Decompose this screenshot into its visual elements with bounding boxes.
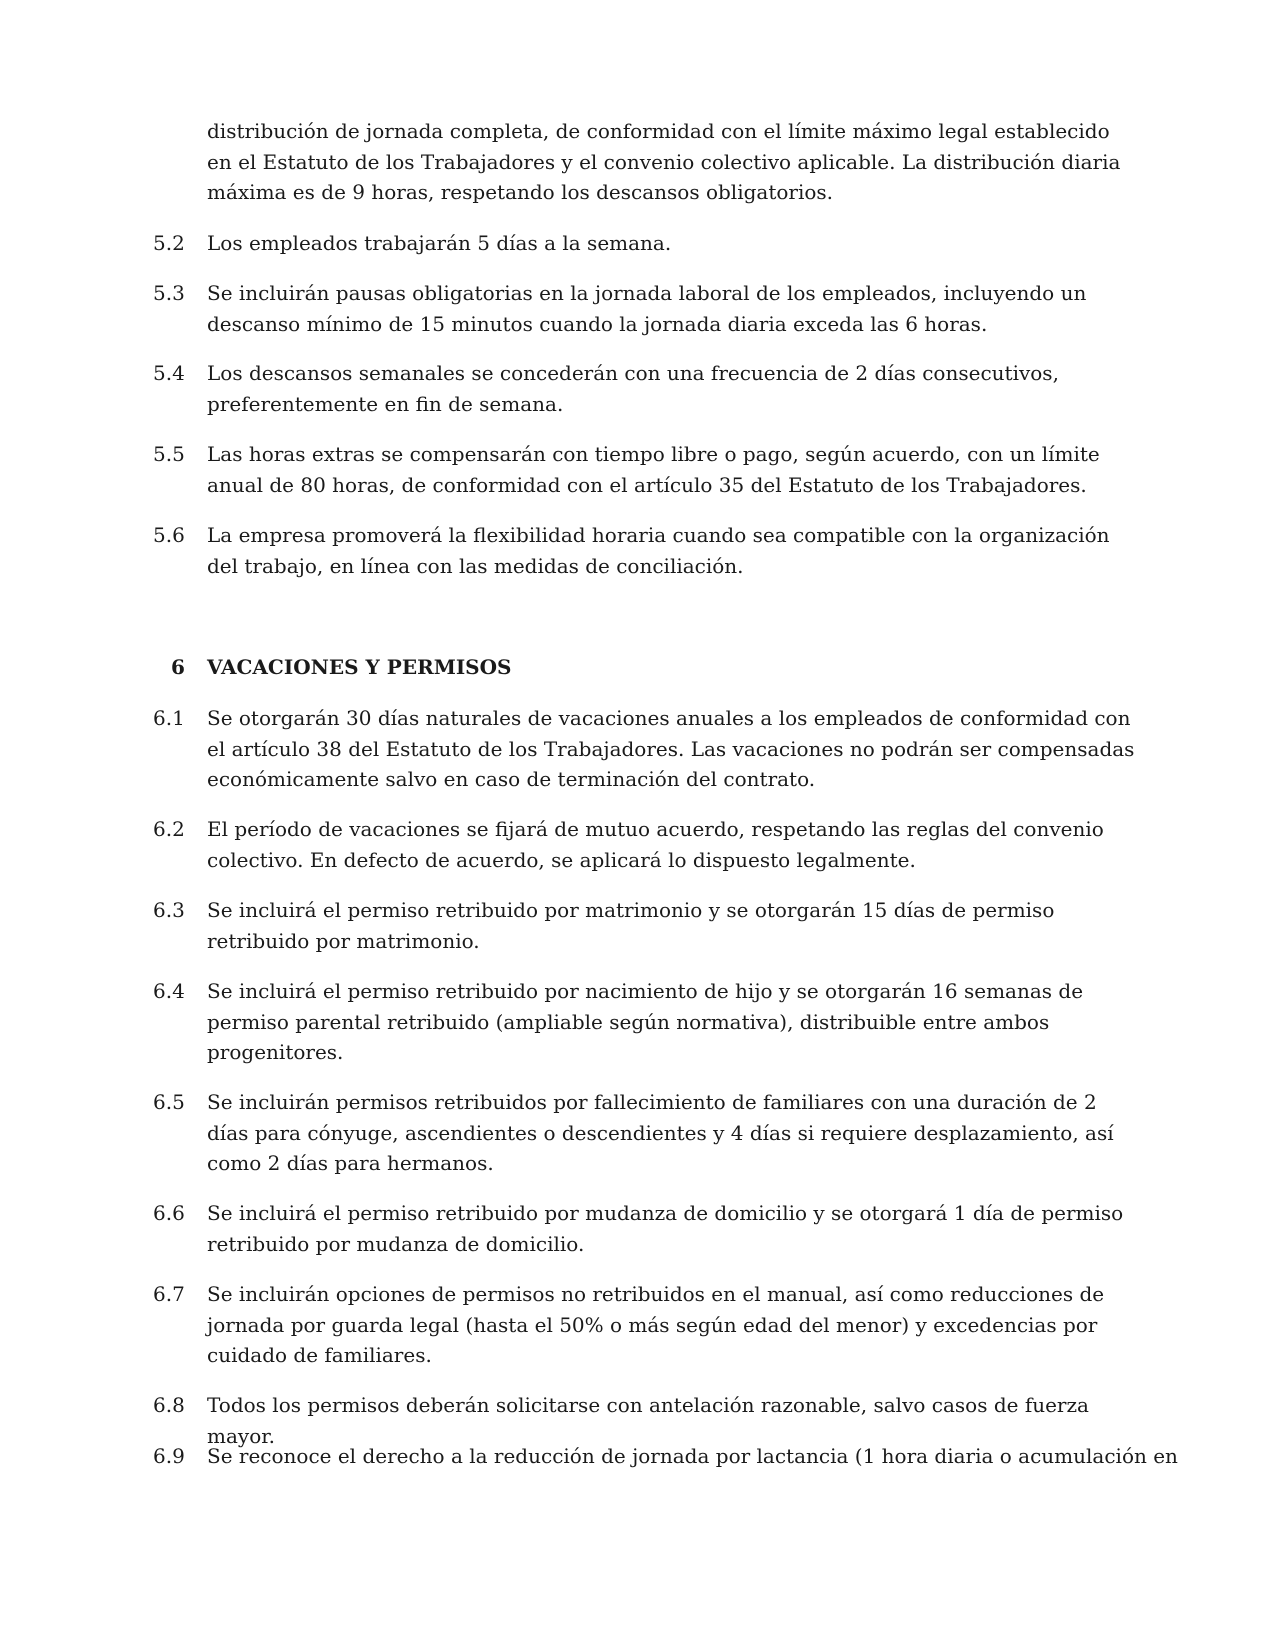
clause-number: 6.7 <box>153 1282 185 1306</box>
clause-number: 6.5 <box>153 1090 185 1114</box>
clause-number: 5.5 <box>153 442 185 466</box>
clause-text: Se incluirá el permiso retribuido por nacimiento de hijo y se otorgarán 16 semanas de permiso parental retribuido (ampliable según normativa), distribuible entre ambos progenitores. <box>207 979 1084 1064</box>
clause-number: 5.2 <box>153 231 185 255</box>
clause-text: Los descansos semanales se concederán con una frecuencia de 2 días consecutivos, preferentemente en fin de semana. <box>207 361 1059 416</box>
clause-number: 5.3 <box>153 281 185 305</box>
clause-text: Se otorgarán 30 días naturales de vacaciones anuales a los empleados de conformidad con el artículo 38 del Estatuto de los Trabajadores. Las vacaciones no podrán ser compensadas económicamente salvo en caso de terminación del contrato. <box>207 706 1135 791</box>
clause-number: 6.4 <box>153 979 185 1003</box>
clause-text: Las horas extras se compensarán con tiempo libre o pago, según acuerdo, con un límite anual de 80 horas, de conformidad con el artículo 35 del Estatuto de los Trabajadores. <box>207 442 1100 497</box>
clause-text: Los empleados trabajarán 5 días a la semana. <box>207 231 672 255</box>
clause-text: Se incluirán permisos retribuidos por fallecimiento de familiares con una duración de 2 días para cónyuge, ascendientes o descendientes y 4 días si requiere desplazamiento, así como 2 días para hermanos. <box>207 1090 1114 1175</box>
clause-text: Se incluirá el permiso retribuido por mudanza de domicilio y se otorgará 1 día de permiso retribuido por mudanza de domicilio. <box>207 1201 1124 1256</box>
clause-text: Se incluirán opciones de permisos no retribuidos en el manual, así como reducciones de jornada por guarda legal (hasta el 50% o más según edad del menor) y excedencias por cuidado de familiares. <box>207 1282 1105 1367</box>
section-title: VACACIONES Y PERMISOS <box>207 655 512 679</box>
clause-number: 6.3 <box>153 898 185 922</box>
clause-text: Se reconoce el derecho a la reducción de jornada por lactancia (1 hora diaria o acumulación en <box>207 1444 1178 1468</box>
clause-number: 5.6 <box>153 523 185 547</box>
clause-text: El período de vacaciones se fijará de mutuo acuerdo, respetando las reglas del convenio colectivo. En defecto de acuerdo, se aplicará lo dispuesto legalmente. <box>207 817 1104 872</box>
clause-number: 6.1 <box>153 706 185 730</box>
clause-text: Se incluirán pausas obligatorias en la jornada laboral de los empleados, incluyendo un descanso mínimo de 15 minutos cuando la jornada diaria exceda las 6 horas. <box>207 281 1087 336</box>
clause-text: La empresa promoverá la flexibilidad horaria cuando sea compatible con la organización del trabajo, en línea con las medidas de conciliación. <box>207 523 1110 578</box>
clause-number: 6.8 <box>153 1393 185 1417</box>
clause-number: 6.9 <box>153 1444 185 1468</box>
clause-text: Todos los permisos deberán solicitarse con antelación razonable, salvo casos de fuerza mayor. <box>207 1393 1089 1448</box>
clause-number: 6.6 <box>153 1201 185 1225</box>
clause-text: Se incluirá el permiso retribuido por matrimonio y se otorgarán 15 días de permiso retribuido por matrimonio. <box>207 898 1055 953</box>
intro-paragraph: distribución de jornada completa, de conformidad con el límite máximo legal establecido en el Estatuto de los Trabajadores y el convenio colectivo aplicable. La distribución diaria máxima es de 9 horas, respetando los descansos obligatorios. <box>207 119 1121 204</box>
section-number: 6 <box>171 655 185 679</box>
clause-number: 5.4 <box>153 361 185 385</box>
clause-number: 6.2 <box>153 817 185 841</box>
